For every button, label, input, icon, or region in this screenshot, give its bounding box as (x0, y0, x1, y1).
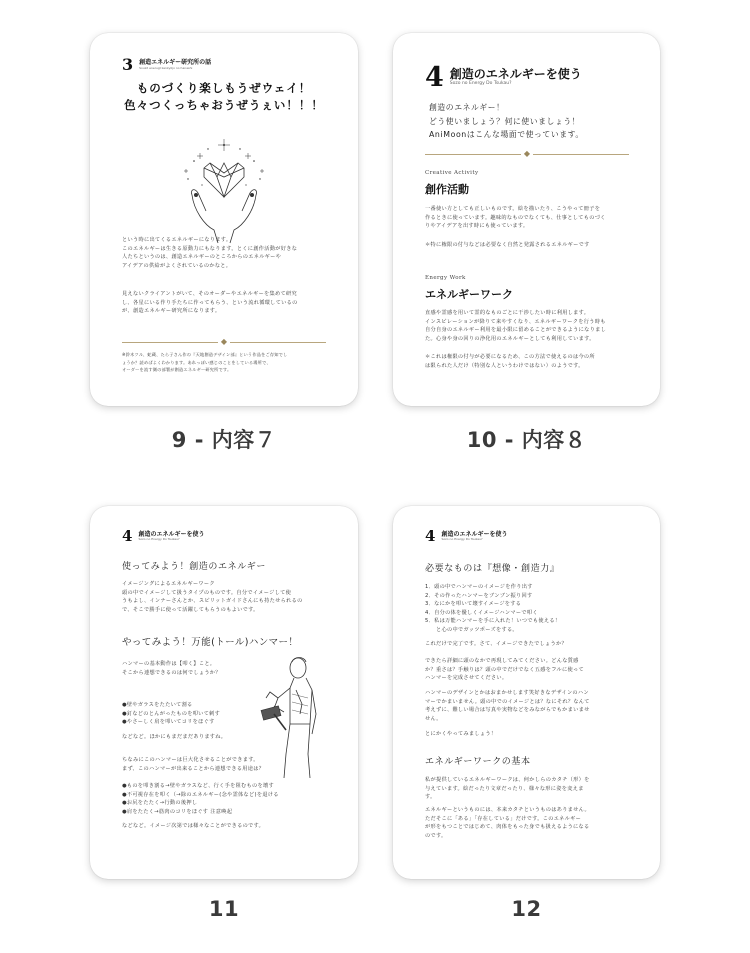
paragraph-design: ハンマーのデザインとかはおまかせします笑好きなデザインのハン マーでかまいません。頭の中でのイメージとは？なにそれ？なんて 考えずに、難しい場合は写真や実物などをみながらでもかまいませ せん。 (425, 690, 590, 722)
steps-list: 1．頭の中でハンマーのイメージを作り出す 2．その作ったハンマーをブンブン振り回す 3．なにかを叩いて壊すイメージをする 4．自分の体を優しくイメージハンマーで叩く 5．私は万能ハンマーを手に入れた！いつでも使える！ と心の中でガッツポーズをする。 (425, 584, 561, 633)
page-caption-12: 12 (511, 897, 542, 921)
section-subtitle: Sozo no Energy Do Tsukau? (449, 81, 512, 87)
page-caption-10: 10 - 内容８ (466, 428, 587, 452)
section-subtitle: Sozo no Energy Do Tsukau? (441, 537, 483, 542)
page-header (425, 64, 582, 91)
list-giant-uses: ●ものを叩き割る→壁やガラスなど、行く手を阻むものを壊す ●不可視存在を叩く（→除のエネルギー(念や霊体など)を退ける ●お尻をたたく→行動の後押し ●肩をたたく→筋肉のコリをほぐす 注意喚起 (122, 783, 279, 815)
paragraph-detail: できたら詳細に頭のなかで再現してみてください。どんな質感 か？重さは？手触りは？頭の中でだけでなく五感をフルに使って ハンマーを完成させてください。 (425, 658, 584, 682)
ornament-divider: ◆ (122, 339, 326, 345)
section-number: 4 (122, 527, 133, 545)
list-hammer-uses: ●壁やガラスをたたいて割る ●釘などのとんがったものを叩いて刺す ●やさーしく肩を叩いてコリをほぐす (122, 702, 221, 726)
page-thumbnail-11[interactable] (90, 506, 358, 879)
section-number: 3 (122, 55, 134, 74)
paragraph-done: これだけで完了です。さて、イメージできたでしょうか？ (425, 641, 567, 647)
paragraph-closing: などなど。イメージ次第では様々なことができるのです。 (122, 823, 265, 829)
paragraph-try: とにかくやってみましょう！ (425, 731, 497, 737)
body-paragraph-1: という時に出てくるエネルギーになります。 このエネルギーは生きる原動力にもなります。とくに創作活動が好きな 人たちというのは、創造エネルギーのところからのエネルギーや アイデアの供給がよくされているのかなと。 (122, 237, 298, 269)
section-number: 4 (425, 62, 444, 93)
paragraph-more: などなど。ほかにもまだまだありますね。 (122, 734, 227, 740)
section-body-energy: 直感や霊感を用いて霊的なものごとに干渉したい時に利用します。 インスピレーションが降りて来やすくなり、エネルギーワークを行う時も 自分自身のエネルギー利用を最小限に留めることができるようになりまし た。心身や身の回りの浄化用のエネルギーとしても利用しています。 (425, 310, 607, 342)
ornament-divider: ◆ (425, 151, 629, 157)
section-title: 創造エネルギー研究所の話 (139, 59, 212, 67)
section-body-creative: 一番使い方としても正しいものです。絵を描いたり、こうやって冊子を 作るときに使っています。趣味的なものでなくても、仕事としてものづく りやアイデアを出す時にも使っています。 (425, 206, 606, 230)
page-caption-11: 11 (208, 897, 240, 921)
section-title-creative: 創作活動 (425, 183, 469, 196)
section-note-energy: ＊これは権限の付与が必要になるため、この方法で使えるのは今の所 は限られた人だけ（特別な人というわけではない）のようです。 (425, 354, 595, 369)
section-title: 創造のエネルギーを使う (449, 66, 582, 81)
paragraph-giant-hammer: ちなみにこのハンマーは巨大化させることができます。 まず、このハンマーが出来ることから連想できる用途は？ (122, 757, 265, 772)
section-label-energy: Energy Work (425, 275, 466, 281)
page-header (122, 57, 211, 73)
intro-text: 創造のエネルギー！ どう使いましょう？何に使いましょう！ AniMoonはこんな場面で使っています。 (429, 103, 584, 139)
body-paragraph-2: 見えないクライアントがいて、そのオーダーやエネルギーを集めて研究 し、各星にいる作り手たちに作ってもらう、という流れ循環しているの が、創造エネルギー研究所になります。 (122, 291, 298, 315)
paragraph-form: エネルギーというものには、本来カタチというものはありません。 ただそこに「ある」「存在している」だけです。このエネルギー が形をもつことではじめて、肉体をもった身でも扱えるようになる のです。 (425, 807, 590, 839)
section-subtitle: Sozo no Energy Do Tsukau? (138, 537, 180, 542)
heart-hands-illustration (174, 135, 274, 245)
section-number: 4 (425, 527, 436, 545)
heading-needed: 必要なものは『想像・創造力』 (425, 564, 560, 574)
headline: ものづくり楽しもうぜウェイ！ 色々つくっちゃおうぜうぇい！！！ (124, 81, 324, 112)
page-thumbnail-10[interactable] (393, 33, 660, 406)
heading-energy-basics: エネルギーワークの基本 (425, 757, 531, 767)
page-thumbnail-12[interactable] (393, 506, 660, 879)
section-note-creative: ＊特に権限の付与などは必要なく自然と発露されるエネルギーです (425, 242, 590, 248)
page-header (122, 529, 204, 544)
heading-use-energy: 使ってみよう！創造のエネルギー (122, 562, 267, 572)
page-thumbnail-9[interactable] (90, 33, 358, 406)
section-subtitle: Souzō enerugī kenkyūjo no hanashi (139, 65, 193, 70)
section-title: 創造のエネルギーを使う (441, 530, 508, 538)
footnote: ※鈴木ツル、蛇蔵、たら子さん作の『天地創造デザイン部』という作品をご存知でし ょうか？読めばよくわかります。あれっぽい感じのことをしている場所で、 オーダーを流す側の部署が創造エネルギー研究所です。 (122, 352, 288, 372)
paragraph-imaging: イメージングによるエネルギーワーク 頭の中でイメージして扱うタイプのものです。自分でイメージして使 うもよし、インナーさんとか、スピリットガイドさんにも持たせられるの で、そこで勝手に使って活躍してもらうのもよいです。 (122, 581, 303, 613)
page-caption-9: 9 - 内容７ (171, 428, 277, 452)
heading-hammer: やってみよう！万能(トール)ハンマー！ (122, 637, 299, 648)
section-label-creative: Creative Activity (425, 170, 479, 176)
page-header (425, 529, 507, 544)
paragraph-provide: 私が提供しているエネルギーワークは、何かしらのカタチ（形）を 与えています。絵だったり文章だったり、様々な形に姿を変えま す。 (425, 777, 590, 801)
section-title: 創造のエネルギーを使う (138, 530, 205, 538)
section-title-energy: エネルギーワーク (425, 288, 513, 301)
paragraph-hammer-basic: ハンマーの基本動作は【叩く】こと。 そこから連想できるのは何でしょうか？ (122, 661, 221, 676)
